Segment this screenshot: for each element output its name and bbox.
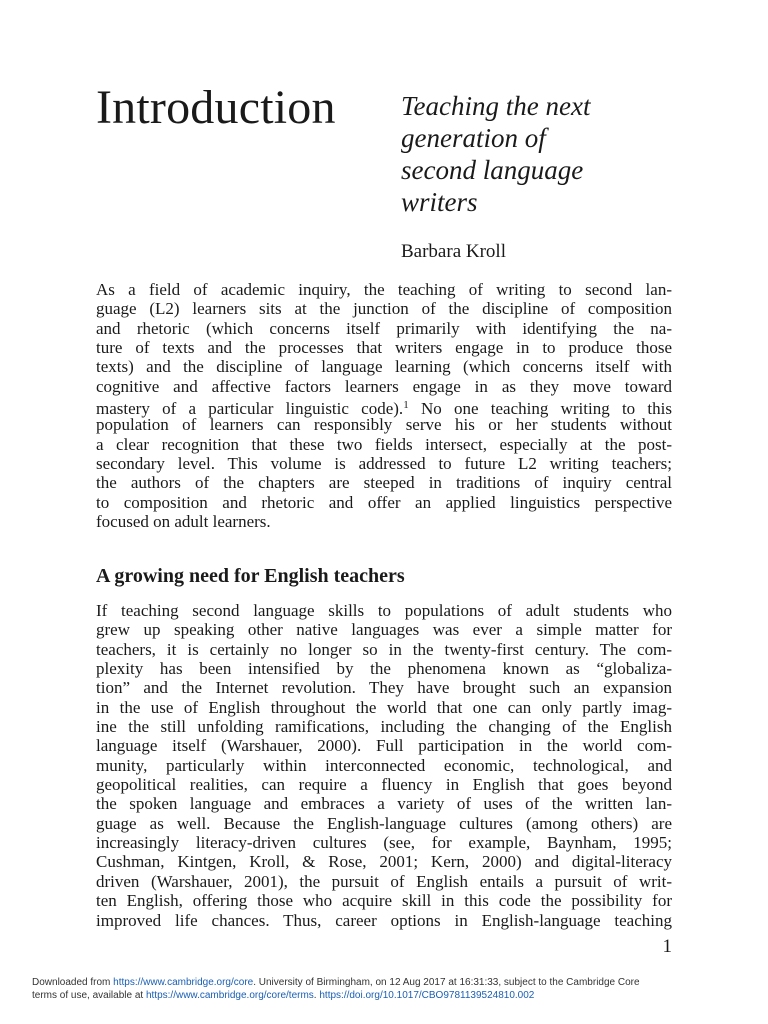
footer-line xyxy=(32,989,736,1002)
text-line: munity, particularly within interconnected economic, technological, and xyxy=(96,755,672,775)
chapter-title-line: Teaching the next xyxy=(401,91,591,121)
text-line: increasingly literacy-driven cultures (see, for example, Baynham, 1995; xyxy=(96,833,672,853)
text-line: geopolitical realities, can require a fluency in English that goes beyond xyxy=(96,775,672,795)
text-line: the spoken language and embraces a variety of uses of the written lan- xyxy=(96,794,672,814)
text-line-with-footnote xyxy=(96,396,672,419)
text-line: a clear recognition that these two fields intersect, especially at the post- xyxy=(96,434,672,454)
author-name: Barbara Kroll xyxy=(401,241,506,262)
chapter-title-line: generation of xyxy=(401,123,546,153)
text-line: to composition and rhetoric and offer an applied linguistics perspective xyxy=(96,492,672,512)
text-line: If teaching second language skills to populations of adult students who xyxy=(96,601,672,620)
text-line: ten English, offering those who acquire skill in this code the possibility for xyxy=(96,891,672,911)
text-line: grew up speaking other native languages was ever a simple matter for xyxy=(96,620,672,640)
chapter-label: Introduction xyxy=(96,81,336,134)
page-number: 1 xyxy=(662,936,672,957)
text-line: secondary level. This volume is addressed to future L2 writing teachers; xyxy=(96,454,672,474)
text-line: plexity has been intensified by the phenomena known as “globaliza- xyxy=(96,659,672,679)
text-line: driven (Warshauer, 2001), the pursuit of English entails a pursuit of writ- xyxy=(96,871,672,891)
text-line: guage (L2) learners sits at the junction of the discipline of composition xyxy=(96,299,672,319)
text-line: focused on adult learners. xyxy=(96,512,271,532)
text-line: ine the still unfolding ramifications, including the changing of the English xyxy=(96,717,672,737)
section-heading: A growing need for English teachers xyxy=(96,565,405,587)
terms-link[interactable]: https://www.cambridge.org/core/terms xyxy=(145,990,314,1001)
text-line: guage as well. Because the English-language cultures (among others) are xyxy=(96,813,672,833)
text-line: population of learners can responsibly serve his or her students without xyxy=(96,415,672,435)
text-line: As a field of academic inquiry, the teaching of writing to second lan- xyxy=(96,280,672,299)
footer-text: Downloaded from xyxy=(32,977,114,988)
text-segment: mastery of a particular linguistic code). xyxy=(96,399,404,419)
text-line: improved life chances. Thus, career options in English-language teaching xyxy=(96,910,672,930)
chapter-title-line: writers xyxy=(401,187,478,217)
chapter-title xyxy=(401,90,701,218)
intro-paragraph xyxy=(96,280,672,531)
text-line: language itself (Warshauer, 2000). Full participation in the world com- xyxy=(96,736,672,756)
text-line: teachers, it is certainly no longer so in the twenty-first century. The com- xyxy=(96,639,672,659)
text-line: Cushman, Kintgen, Kroll, & Rose, 2001; Kern, 2000) and digital-literacy xyxy=(96,852,672,872)
cambridge-core-link[interactable]: https://www.cambridge.org/core xyxy=(113,977,254,988)
doi-link[interactable]: https://doi.org/10.1017/CBO9781139524810.002 xyxy=(319,990,535,1001)
chapter-title-line: second language xyxy=(401,155,584,185)
text-line: and rhetoric (which concerns itself primarily with identifying the na- xyxy=(96,318,672,338)
footnote-marker[interactable]: 1 xyxy=(403,399,409,412)
text-line: the authors of the chapters are steeped in traditions of inquiry central xyxy=(96,473,672,493)
text-line: cognitive and affective factors learners engage in as they move toward xyxy=(96,376,672,396)
footer-text: . University of Birmingham, on 12 Aug 2017 at 16:31:33, subject to the Cambridge Core xyxy=(253,977,640,988)
footer-text: . xyxy=(313,990,320,1001)
text-line: texts) and the discipline of language learning (which concerns itself with xyxy=(96,357,672,377)
footer-line xyxy=(32,976,736,989)
download-footer xyxy=(32,976,736,1002)
text-line: ture of texts and the processes that writers engage in to produce those xyxy=(96,338,672,358)
text-line: tion” and the Internet revolution. They have brought such an expansion xyxy=(96,678,672,698)
body-paragraph xyxy=(96,601,672,930)
text-segment: No one teaching writing to this xyxy=(408,399,672,419)
text-line: in the use of English throughout the world that one can only partly imag- xyxy=(96,697,672,717)
footer-text: terms of use, available at xyxy=(32,990,146,1001)
